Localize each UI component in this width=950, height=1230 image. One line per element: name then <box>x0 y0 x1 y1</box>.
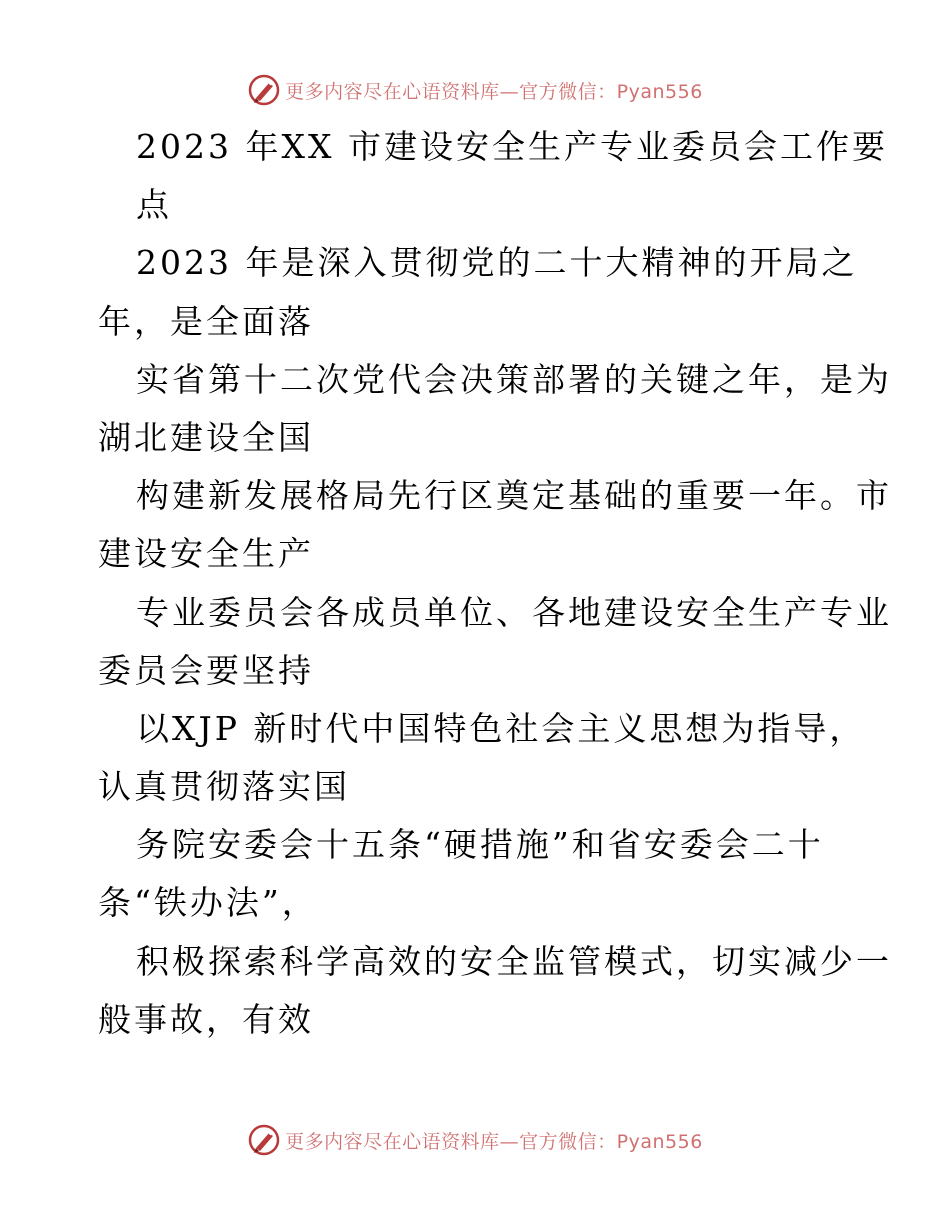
doc-line: 建设安全生产 <box>98 534 314 574</box>
doc-line: 般事故，有效 <box>98 999 314 1039</box>
banner-slogan: 更多内容尽在心语资料库 <box>285 1130 500 1153</box>
doc-line: 专业委员会各成员单位、各地建设安全生产专业 <box>136 592 892 632</box>
doc-line: 点 <box>136 185 172 225</box>
doc-line: 务院安委会十五条“硬措施”和省安委会二十 <box>136 825 824 865</box>
doc-line: 委员会要坚持 <box>98 650 314 690</box>
banner-separator: — <box>499 1130 520 1153</box>
doc-line: 以XJP 新时代中国特色社会主义思想为指导， <box>136 708 866 748</box>
doc-line: 湖北建设全国 <box>98 417 314 457</box>
doc-line: 实省第十二次党代会决策部署的关键之年，是为 <box>136 359 892 399</box>
banner-wechat: 官方微信：Pyan556 <box>519 1130 703 1153</box>
header-banner <box>0 70 950 110</box>
banner-slogan: 更多内容尽在心语资料库 <box>285 80 500 103</box>
banner-separator: — <box>499 80 520 103</box>
banner-wechat: 官方微信：Pyan556 <box>519 80 703 103</box>
doc-line: 构建新发展格局先行区奠定基础的重要一年。市 <box>136 476 892 516</box>
doc-line: 积极探索科学高效的安全监管模式，切实减少一 <box>136 941 892 981</box>
doc-line: 条“铁办法”， <box>98 883 318 923</box>
footer-banner <box>0 1120 950 1160</box>
banner-text <box>285 77 703 104</box>
doc-line: 2023 年XX 市建设安全生产专业委员会工作要 <box>136 127 888 166</box>
doc-line: 2023 年是深入贯彻党的二十大精神的开局之 <box>136 243 858 283</box>
doc-line: 认真贯彻落实国 <box>98 767 350 807</box>
pen-logo-icon <box>247 73 281 107</box>
doc-line: 年，是全面落 <box>98 301 314 341</box>
pen-logo-icon <box>247 1123 281 1157</box>
banner-text <box>285 1127 703 1154</box>
document-body <box>98 118 892 1049</box>
